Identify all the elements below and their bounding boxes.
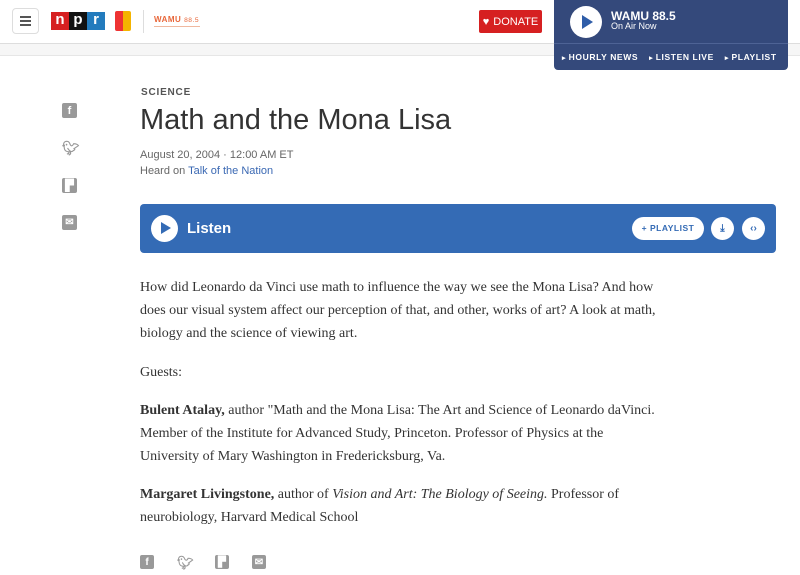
download-icon[interactable]: ⤓ bbox=[711, 217, 734, 240]
twitter-share-icon[interactable]: 🐦︎ bbox=[62, 140, 80, 156]
section-kicker[interactable]: SCIENCE bbox=[141, 87, 192, 98]
listen-label[interactable]: Listen bbox=[187, 220, 232, 237]
audio-player bbox=[140, 204, 776, 253]
twitter-share-icon[interactable]: 🐦︎ bbox=[177, 555, 194, 570]
divider bbox=[554, 43, 788, 44]
listen-live-link[interactable]: ▸ LISTEN LIVE bbox=[649, 52, 714, 62]
hamburger-icon bbox=[20, 20, 31, 22]
facebook-share-icon[interactable]: f bbox=[62, 103, 77, 118]
wamu-logo[interactable] bbox=[154, 15, 199, 24]
add-to-playlist-button[interactable]: + PLAYLIST bbox=[632, 217, 704, 240]
program-link[interactable]: Talk of the Nation bbox=[188, 165, 274, 177]
menu-button[interactable] bbox=[12, 8, 39, 34]
divider bbox=[143, 10, 144, 33]
heart-icon: ♥ bbox=[482, 15, 490, 28]
npr-logo-p: p bbox=[69, 12, 87, 30]
email-share-icon[interactable]: ✉ bbox=[62, 215, 77, 230]
article-date: August 20, 2004 · 12:00 AM ET bbox=[140, 149, 294, 161]
donate-label: DONATE bbox=[493, 15, 539, 28]
donate-button[interactable] bbox=[479, 10, 542, 33]
facebook-share-icon[interactable]: f bbox=[140, 555, 154, 569]
player-status: On Air Now bbox=[611, 21, 657, 31]
guest-description: Professor of neurobiology, Harvard Medical School bbox=[140, 487, 620, 525]
heard-on bbox=[140, 165, 273, 177]
guest-description: author "Math and the Mona Lisa: The Art and Science of Leonardo daVinci. Member of the Institute for Advanced Study, Princeton. Professor of Physics at the University of Mary Washington in Fredericksburg, Va. bbox=[140, 403, 655, 464]
wamu-logo-freq: 88.5 bbox=[184, 17, 200, 24]
play-live-button[interactable] bbox=[570, 6, 602, 38]
guests-label: Guests: bbox=[140, 365, 182, 380]
playlist-link[interactable]: ▸ PLAYLIST bbox=[725, 52, 777, 62]
guest-name: Bulent Atalay, bbox=[140, 403, 225, 418]
flipboard-share-icon[interactable]: ▛ bbox=[215, 555, 229, 569]
wamu-logo-text: WAMU bbox=[154, 15, 182, 24]
guest-description: author of bbox=[274, 487, 333, 502]
guest-1 bbox=[140, 399, 660, 468]
guest-2 bbox=[140, 483, 660, 529]
npr-50-logo bbox=[115, 11, 131, 31]
npr-logo-r: r bbox=[87, 12, 105, 30]
intro-paragraph: How did Leonardo da Vinci use math to influence the way we see the Mona Lisa? And how does our visual system affect our perception of that, and other, works of art? A look at math, biology and the science of viewing art. bbox=[140, 280, 656, 341]
heard-on-label: Heard on bbox=[140, 165, 186, 177]
book-title: Vision and Art: The Biology of Seeing. bbox=[332, 487, 548, 502]
guest-name: Margaret Livingstone, bbox=[140, 487, 275, 502]
flipboard-share-icon[interactable]: ▛ bbox=[62, 178, 77, 193]
wamu-tagline bbox=[154, 26, 200, 27]
page-title: Math and the Mona Lisa bbox=[140, 104, 452, 136]
hourly-news-link[interactable]: ▸ HOURLY NEWS bbox=[562, 52, 638, 62]
npr-logo[interactable] bbox=[51, 12, 105, 30]
play-audio-button[interactable] bbox=[151, 215, 178, 242]
player-station: WAMU 88.5 bbox=[611, 9, 676, 23]
email-share-icon[interactable]: ✉ bbox=[252, 555, 266, 569]
live-player bbox=[554, 0, 788, 70]
embed-icon[interactable]: ‹› bbox=[742, 217, 765, 240]
npr-logo-n: n bbox=[51, 12, 69, 30]
